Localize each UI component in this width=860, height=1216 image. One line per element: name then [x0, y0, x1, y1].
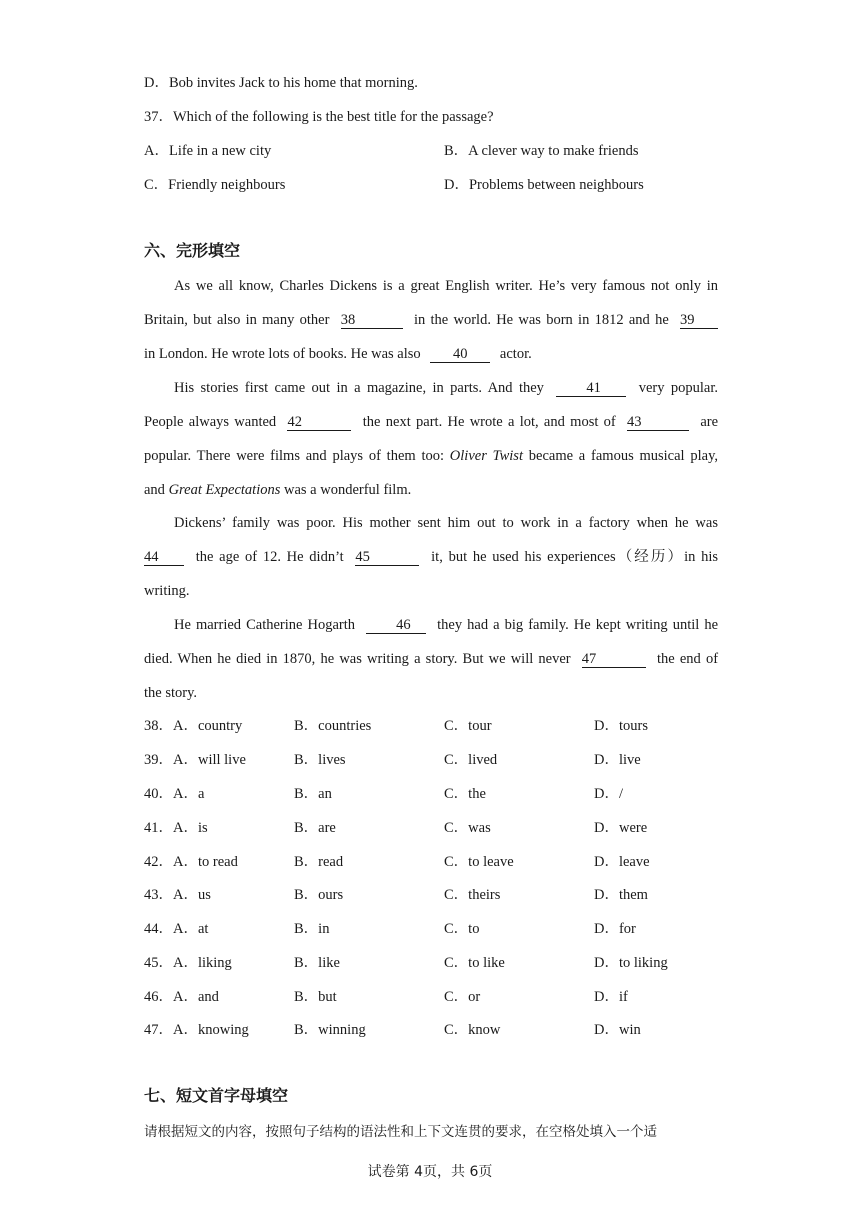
- question-45: [0, 953, 860, 973]
- p4-line1: [144, 615, 718, 635]
- p1-line2: [144, 310, 718, 330]
- q46-option-b: B．but: [294, 989, 337, 1005]
- question-47: [0, 1020, 860, 1040]
- q39-option-b: B．lives: [294, 752, 346, 768]
- q40-option-d: D．/: [594, 786, 623, 802]
- p2-line4-a: and: [144, 482, 165, 498]
- q42-option-d: D．leave: [594, 854, 650, 870]
- q43-option-c: C．theirs: [444, 887, 501, 903]
- section7-title: 七、短文首字母填空: [144, 1086, 289, 1105]
- q45-option-b: B．like: [294, 955, 340, 971]
- p2-line4-b: was a wonderful film.: [284, 482, 412, 498]
- section6-title: 六、完形填空: [144, 241, 241, 260]
- title-oliver-twist: Oliver Twist: [449, 448, 523, 464]
- title-great-expectations: Great Expectations: [168, 482, 281, 498]
- q38-option-b: B．countries: [294, 718, 372, 734]
- blank-40: 40: [430, 346, 490, 363]
- p4-line1-a: He married Catherine Hogarth: [174, 617, 356, 633]
- q38-option-c: C．tour: [444, 718, 492, 734]
- q44-option-c: C．to: [444, 921, 480, 937]
- q37-stem: 37．Which of the following is the best title for the passage?: [144, 109, 494, 125]
- p2-line2-c: are: [700, 414, 719, 430]
- q46-option-d: D．if: [594, 989, 628, 1005]
- p2-line1-b: very popular.: [638, 380, 719, 396]
- p1-line3-b: actor.: [499, 346, 532, 362]
- p2-line2-b: the next part. He wrote a lot, and most of: [362, 414, 616, 430]
- q43-option-d: D．them: [594, 887, 648, 903]
- p4-line2: [144, 649, 718, 669]
- blank-38: 38: [341, 312, 403, 329]
- q43-option-b: B．ours: [294, 887, 344, 903]
- p1-line3: [144, 344, 718, 364]
- p3-line1: Dickens’ family was poor. His mother sent him out to work in a factory when he was: [174, 515, 718, 531]
- blank-42: 42: [287, 414, 351, 431]
- q41-option-d: D．were: [594, 820, 648, 836]
- q46-option-c: C．or: [444, 989, 481, 1005]
- p3-line3: writing.: [144, 583, 190, 599]
- q44-option-a: 44．A．at: [144, 921, 209, 937]
- q37-option-d: D．Problems between neighbours: [444, 177, 644, 193]
- p2-line3-a: popular. There were films and plays of them too:: [144, 448, 445, 464]
- q40-option-a: 40．A．a: [144, 786, 205, 802]
- p3-line2-a: the age of 12. He didn’t: [195, 549, 344, 565]
- p2-line1-a: His stories first came out in a magazine, in parts. And they: [174, 380, 544, 396]
- q45-option-a: 45．A．liking: [144, 955, 232, 971]
- q47-option-c: C．know: [444, 1022, 501, 1038]
- blank-47: 47: [582, 651, 646, 668]
- question-44: [0, 919, 860, 939]
- q42-option-c: C．to leave: [444, 854, 514, 870]
- p1-line2-b: in the world. He was born in 1812 and he: [413, 312, 669, 328]
- q44-option-b: B．in: [294, 921, 330, 937]
- section7-instruction: 请根据短文的内容，按照句子结构的语法性和上下文连贯的要求，在空格处填入一个适: [144, 1124, 657, 1140]
- blank-43: 43: [627, 414, 689, 431]
- q45-option-d: D．to liking: [594, 955, 668, 971]
- q37-option-a: A．Life in a new city: [144, 143, 272, 159]
- q42-option-a: 42．A．to read: [144, 854, 238, 870]
- q41-option-c: C．was: [444, 820, 491, 836]
- question-43: [0, 885, 860, 905]
- question-42: [0, 852, 860, 872]
- q47-option-d: D．win: [594, 1022, 641, 1038]
- p2-line3: [144, 446, 718, 466]
- q40-option-b: B．an: [294, 786, 332, 802]
- blank-41: 41: [556, 380, 626, 397]
- q43-option-a: 43．A．us: [144, 887, 211, 903]
- blank-44: 44: [144, 549, 184, 566]
- p4-line3: the story.: [144, 685, 198, 701]
- p4-line2-b: the end of: [656, 651, 719, 667]
- p2-line1: [144, 378, 718, 398]
- q38-option-a: 38．A．country: [144, 718, 243, 734]
- q37-option-b: B．A clever way to make friends: [444, 143, 639, 159]
- p4-line1-b: they had a big family. He kept writing until he: [437, 617, 719, 633]
- q46-option-a: 46．A．and: [144, 989, 219, 1005]
- q47-option-b: B．winning: [294, 1022, 366, 1038]
- q41-option-b: B．are: [294, 820, 336, 836]
- q42-option-b: B．read: [294, 854, 344, 870]
- p2-line3-b: became a famous musical play,: [528, 448, 719, 464]
- blank-45: 45: [355, 549, 419, 566]
- q41-option-a: 41．A．is: [144, 820, 208, 836]
- q39-option-c: C．lived: [444, 752, 498, 768]
- q39-option-d: D．live: [594, 752, 641, 768]
- p2-line2-a: People always wanted: [144, 414, 277, 430]
- p1-line3-a: in London. He wrote lots of books. He was also: [144, 346, 421, 362]
- q45-option-c: C．to like: [444, 955, 505, 971]
- q47-option-a: 47．A．knowing: [144, 1022, 249, 1038]
- p2-line4: [144, 480, 718, 500]
- page-footer: 试卷第 4页，共 6页: [367, 1164, 493, 1180]
- question-40: [0, 784, 860, 804]
- question-46: [0, 987, 860, 1007]
- question-41: [0, 818, 860, 838]
- question-39: [0, 750, 860, 770]
- p3-line2: [144, 547, 718, 567]
- blank-46: 46: [366, 617, 426, 634]
- q44-option-d: D．for: [594, 921, 636, 937]
- question-38: [0, 716, 860, 736]
- q38-option-d: D．tours: [594, 718, 648, 734]
- p2-line2: [144, 412, 718, 432]
- p3-line2-b: it, but he used his experiences（经历）in his: [431, 549, 719, 565]
- q37-option-c: C．Friendly neighbours: [144, 177, 286, 193]
- p1-line1: As we all know, Charles Dickens is a great English writer. He’s very famous not only in: [174, 278, 718, 294]
- q40-option-c: C．the: [444, 786, 486, 802]
- p1-line2-a: Britain, but also in many other: [144, 312, 330, 328]
- q39-option-a: 39．A．will live: [144, 752, 246, 768]
- prev-option-d: D．Bob invites Jack to his home that morning.: [144, 75, 418, 91]
- blank-39: 39: [680, 312, 718, 329]
- p4-line2-a: died. When he died in 1870, he was writing a story. But we will never: [144, 651, 571, 667]
